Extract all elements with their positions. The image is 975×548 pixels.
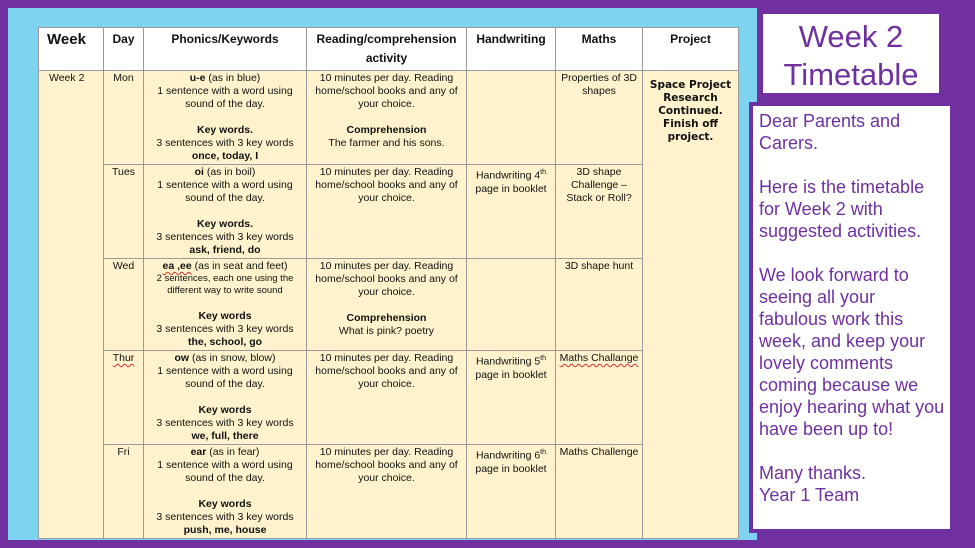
table-row xyxy=(39,445,739,539)
handwriting-text: page in booklet xyxy=(475,462,547,475)
timetable xyxy=(38,27,739,539)
reading-task: 10 minutes per day. Reading home/school books and any of your choice. xyxy=(315,72,458,110)
maths-cell: Properties of 3D shapes xyxy=(556,71,643,165)
header-handwriting: Handwriting xyxy=(467,28,556,71)
handwriting-cell xyxy=(467,259,556,351)
phonics-cell xyxy=(144,71,307,165)
handwriting-text: page in booklet xyxy=(475,182,547,195)
message-signoff: Many thanks. xyxy=(759,463,867,483)
keywords-title: Key words xyxy=(198,404,252,416)
sound-note: (as in snow, blow) xyxy=(189,352,276,364)
sentence-task: 1 sentence with a word using sound of the day. xyxy=(157,365,293,390)
project-line: Research xyxy=(663,92,718,104)
slide-background xyxy=(8,8,757,540)
header-day: Day xyxy=(104,28,144,71)
phonics-cell xyxy=(144,351,307,445)
keywords-task: 3 sentences with 3 key words xyxy=(156,323,294,335)
reading-cell xyxy=(307,351,467,445)
message-greeting: Dear Parents and Carers. xyxy=(759,111,901,153)
title-line: Week 2 xyxy=(798,19,904,54)
handwriting-cell xyxy=(467,165,556,259)
reading-task: 10 minutes per day. Reading home/school books and any of your choice. xyxy=(315,352,458,390)
maths-cell xyxy=(556,351,643,445)
sentence-task: 1 sentence with a word using sound of the day. xyxy=(157,179,293,204)
header-row xyxy=(39,28,739,71)
phonics-cell xyxy=(144,259,307,351)
keywords-title: Key words. xyxy=(196,218,254,230)
keywords-list: push, me, house xyxy=(183,524,267,536)
header-project: Project xyxy=(643,28,739,71)
sound-note: (as in seat and feet) xyxy=(191,260,288,272)
project-line: project. xyxy=(667,131,714,143)
sentence-task: 2 sentences, each one using the different way to write sound xyxy=(156,273,294,296)
message-box xyxy=(749,102,954,533)
phonics-cell xyxy=(144,445,307,539)
table-row xyxy=(39,351,739,445)
reading-task: 10 minutes per day. Reading home/school books and any of your choice. xyxy=(315,260,458,298)
comprehension-task: What is pink? poetry xyxy=(338,325,435,337)
keywords-list: we, full, there xyxy=(191,430,259,442)
week-cell: Week 2 xyxy=(39,71,104,539)
message-signature: Year 1 Team xyxy=(759,485,860,505)
keywords-task: 3 sentences with 3 key words xyxy=(156,417,294,429)
message-paragraph: Here is the timetable for Week 2 with suggested activities. xyxy=(759,177,925,241)
ordinal-suffix: th xyxy=(540,355,547,362)
sentence-task: 1 sentence with a word using sound of the day. xyxy=(157,85,293,110)
project-line: Space Project xyxy=(649,79,732,91)
handwriting-text: Handwriting 6 xyxy=(475,449,541,462)
header-reading: Reading/comprehension activity xyxy=(307,28,467,71)
handwriting-cell xyxy=(467,445,556,539)
sound: ear xyxy=(190,446,207,458)
handwriting-cell xyxy=(467,351,556,445)
project-line: Continued. xyxy=(658,105,723,117)
phonics-cell xyxy=(144,165,307,259)
keywords-task: 3 sentences with 3 key words xyxy=(156,511,294,523)
sound-note: (as in blue) xyxy=(205,72,261,84)
day-cell: Tues xyxy=(104,165,144,259)
keywords-title: Key words xyxy=(198,498,252,510)
comprehension-task: The farmer and his sons. xyxy=(328,137,445,149)
keywords-task: 3 sentences with 3 key words xyxy=(156,231,294,243)
keywords-list: the, school, go xyxy=(187,336,263,348)
keywords-title: Key words. xyxy=(196,124,254,136)
handwriting-text: Handwriting 4 xyxy=(475,169,541,182)
reading-cell xyxy=(307,259,467,351)
ordinal-suffix: th xyxy=(540,449,547,456)
sentence-task: 1 sentence with a word using sound of the day. xyxy=(157,459,293,484)
day-label: Thur xyxy=(112,352,135,364)
header-week: Week xyxy=(39,28,104,71)
sound: ow xyxy=(174,352,190,364)
sound-note: (as in boil) xyxy=(203,166,256,178)
message-paragraph: We look forward to seeing all your fabulous work this week, and keep your lovely comments coming because we enjoy hearing what you have been up to! xyxy=(759,265,945,439)
comprehension-title: Comprehension xyxy=(346,312,427,324)
maths-text: Maths Challange xyxy=(559,352,639,364)
reading-cell xyxy=(307,71,467,165)
sound-note: (as in fear) xyxy=(206,446,260,458)
table-row xyxy=(39,259,739,351)
table-row xyxy=(39,71,739,165)
keywords-title: Key words xyxy=(198,310,252,322)
handwriting-text: page in booklet xyxy=(475,368,547,381)
day-cell: Fri xyxy=(104,445,144,539)
title-line: Timetable xyxy=(783,57,919,92)
ordinal-suffix: th xyxy=(540,169,547,176)
maths-cell: 3D shape Challenge – Stack or Roll? xyxy=(556,165,643,259)
maths-cell: Maths Challenge xyxy=(556,445,643,539)
keywords-list: ask, friend, do xyxy=(189,244,261,256)
table-row xyxy=(39,165,739,259)
project-line: Finish off xyxy=(663,118,718,130)
comprehension-title: Comprehension xyxy=(346,124,427,136)
keywords-task: 3 sentences with 3 key words xyxy=(156,137,294,149)
reading-cell xyxy=(307,445,467,539)
day-cell: Mon xyxy=(104,71,144,165)
day-cell xyxy=(104,351,144,445)
reading-task: 10 minutes per day. Reading home/school books and any of your choice. xyxy=(315,446,458,484)
reading-cell xyxy=(307,165,467,259)
handwriting-text: Handwriting 5 xyxy=(475,355,541,368)
header-phonics: Phonics/Keywords xyxy=(144,28,307,71)
keywords-list: once, today, I xyxy=(191,150,259,162)
handwriting-cell xyxy=(467,71,556,165)
title-box xyxy=(759,10,943,97)
day-cell: Wed xyxy=(104,259,144,351)
project-cell xyxy=(643,71,739,539)
sound: oi xyxy=(194,166,204,178)
header-maths: Maths xyxy=(556,28,643,71)
maths-cell: 3D shape hunt xyxy=(556,259,643,351)
reading-task: 10 minutes per day. Reading home/school books and any of your choice. xyxy=(315,166,458,204)
sound: u-e xyxy=(189,72,206,84)
sound: ea ,ee xyxy=(162,260,192,272)
